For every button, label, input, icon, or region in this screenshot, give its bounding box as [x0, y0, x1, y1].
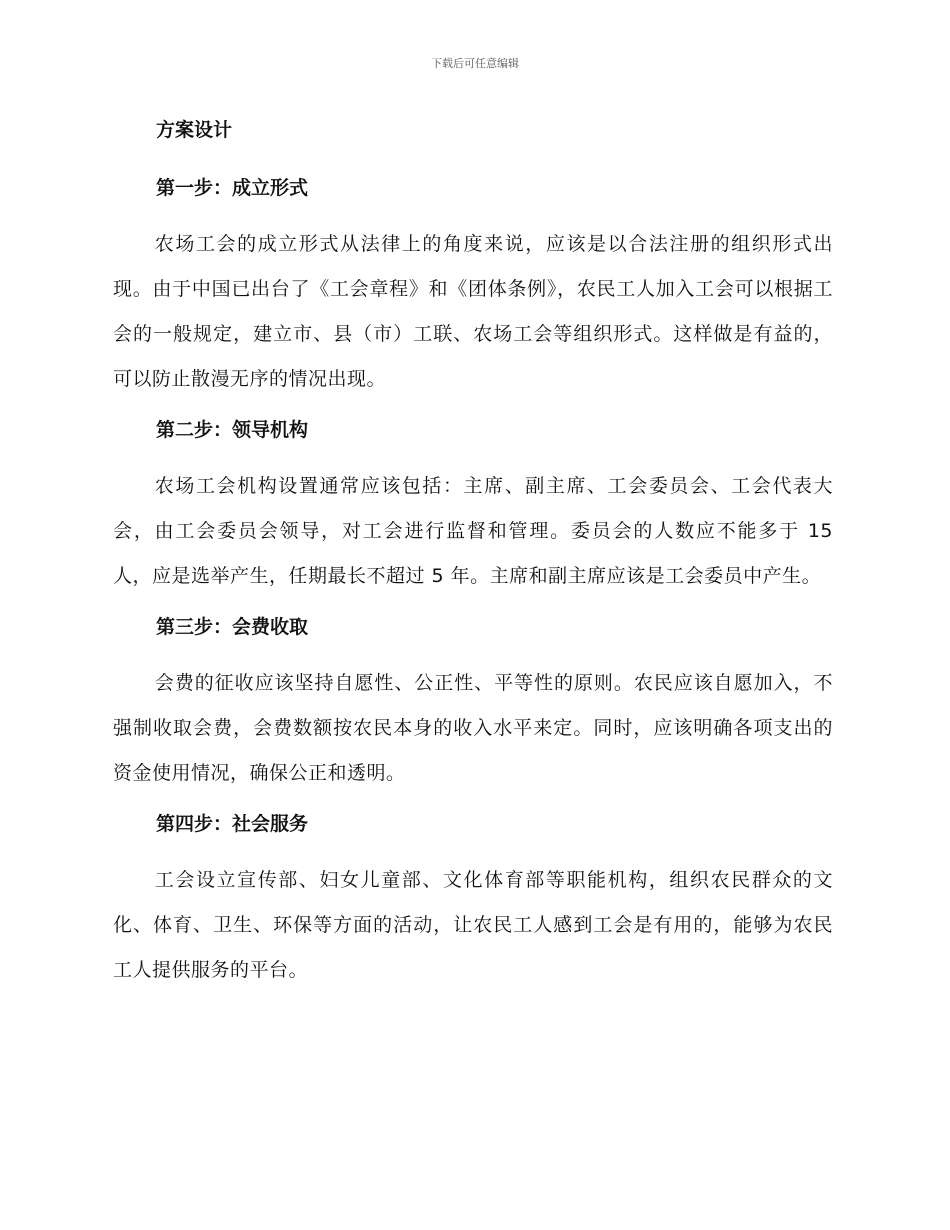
- section-paragraph: 农场工会机构设置通常应该包括：主席、副主席、工会委员会、工会代表大会，由工会委员会领导，对工会进行监督和管理。委员会的人数应不能多于 15 人，应是选举产生，任期最长不超过 5 年。主席和副主席应该是工会委员中产生。: [113, 475, 833, 587]
- section-paragraph: 农场工会的成立形式从法律上的角度来说，应该是以合法注册的组织形式出现。由于中国已出台了《工会章程》和《团体条例》，农民工人加入工会可以根据工会的一般规定，建立市、县（市）工联、农场工会等组织形式。这样做是有益的，可以防止散漫无序的情况出现。: [113, 233, 833, 390]
- page-header: 下载后可任意编辑: [431, 57, 519, 70]
- section-heading: 第二步：领导机构: [156, 419, 309, 441]
- section-step-4: [113, 804, 833, 993]
- document-body: [113, 110, 833, 1001]
- section-paragraph: 会费的征收应该坚持自愿性、公正性、平等性的原则。农民应该自愿加入，不强制收取会费，会费数额按农民本身的收入水平来定。同时，应该明确各项支出的资金使用情况，确保公正和透明。: [113, 672, 833, 784]
- section-heading: 第四步：社会服务: [156, 813, 309, 835]
- section-step-3: [113, 607, 833, 796]
- section-step-2: [113, 410, 833, 599]
- section-step-1: [113, 168, 833, 402]
- section-heading: 第一步：成立形式: [156, 177, 309, 199]
- section-paragraph: 工会设立宣传部、妇女儿童部、文化体育部等职能机构，组织农民群众的文化、体育、卫生、环保等方面的活动，让农民工人感到工会是有用的，能够为农民工人提供服务的平台。: [113, 869, 833, 981]
- document-title: 方案设计: [156, 119, 233, 141]
- section-heading: 第三步：会费收取: [156, 616, 309, 638]
